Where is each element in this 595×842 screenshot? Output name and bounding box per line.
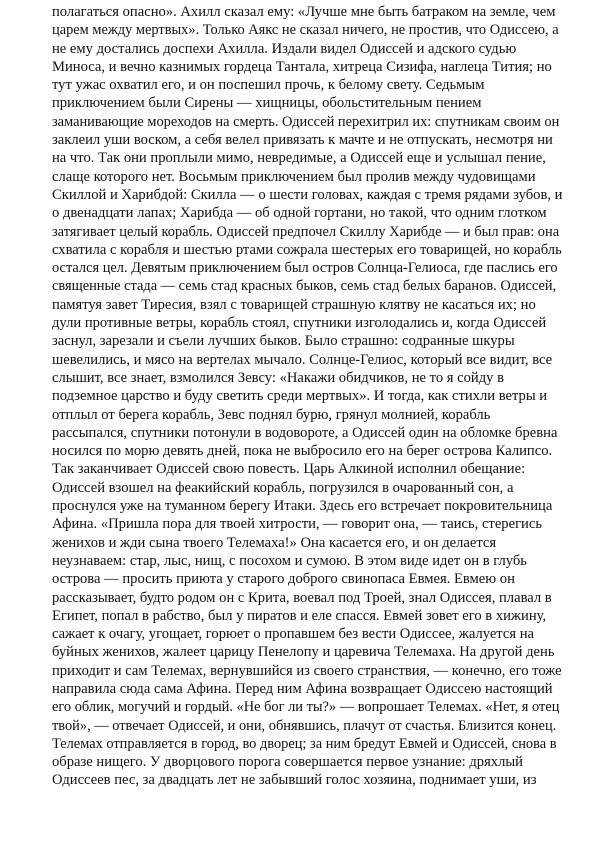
text-line-42: образе нищего. У дворцового порога совершается первое узнание: дряхлый bbox=[52, 754, 523, 771]
text-line-8: заклеил уши воском, а себя велел привязать к мачте и не отпускать, несмотря ни bbox=[52, 132, 553, 149]
text-line-4: Миноса, и вечно казнимых гордеца Тантала, хитреца Сизифа, наглеца Тития; но bbox=[52, 58, 552, 75]
text-line-29: Афина. «Пришла пора для твоей хитрости, — говорит она, — таись, стерегись bbox=[52, 516, 542, 533]
text-line-40: твой», — отвечает Одиссей, и они, обнявшись, плачут от счастья. Близится конец. bbox=[52, 717, 557, 734]
body-text bbox=[52, 3, 562, 790]
text-line-1: полагаться опасно». Ахилл сказал ему: «Лучше мне быть батраком на земле, чем bbox=[52, 4, 556, 20]
text-line-5: тут ужас охватил его, и он поспешил прочь, к белому свету. Седьмым bbox=[52, 77, 485, 94]
text-line-14: схватила с корабля и шестью ртами сожрала шестерых его товарищей, но корабль bbox=[52, 241, 562, 258]
text-line-17: памятуя завет Тиресия, взял с товарищей страшную клятву не касаться их; но bbox=[52, 296, 536, 313]
text-line-31: неузнаваем: стар, лыс, нищ, с посохом и сумою. В этом виде идет он в глубь bbox=[52, 552, 527, 569]
text-line-38: направила сюда сама Афина. Перед ним Афина возвращает Одиссею настоящий bbox=[52, 680, 553, 697]
text-line-9: на что. Так они проплыли мимо, невредимые, а Одиссей еще и услышал пение, bbox=[52, 150, 546, 167]
text-line-3: не ему достались доспехи Ахилла. Издали видел Одиссей и адского судью bbox=[52, 40, 517, 57]
text-line-7: заманивающие мореходов на смерть. Одиссей перехитрил их: спутникам своим он bbox=[52, 113, 560, 130]
text-line-10: слаще которого нет. Восьмым приключением был пролив между чудовищами bbox=[52, 168, 536, 185]
text-line-32: острова — просить приюта у старого доброго свинопаса Евмея. Евмею он bbox=[52, 571, 515, 588]
text-line-13: затягивает целый корабль. Одиссей предпочел Скиллу Харибде — и был прав: она bbox=[52, 223, 560, 240]
text-line-19: заснул, зарезали и съели лучших быков. Было страшно: содранные шкуры bbox=[52, 333, 515, 350]
text-line-20: шевелились, и мясо на вертелах мычало. Солнце-Гелиос, который все видит, все bbox=[52, 351, 553, 368]
text-line-6: приключением были Сирены — хищницы, обольстительным пением bbox=[52, 95, 482, 112]
text-line-24: рассыпался, спутники потонули в водовороте, а Одиссей один на обломке бревна bbox=[52, 424, 558, 441]
text-line-16: священные стада — семь стад красных быков, семь стад белых баранов. Одиссей, bbox=[52, 278, 557, 295]
text-line-41: Телемах отправляется в город, во дворец; за ним бредут Евмей и Одиссей, снова в bbox=[52, 735, 557, 752]
text-line-34: Египет, попал в рабство, был у пиратов и еле спасся. Евмей зовет его в хижину, bbox=[52, 607, 547, 624]
text-line-30: женихов и жди сына твоего Телемаха!» Она касается его, и он делается bbox=[52, 534, 497, 551]
text-line-22: подземное царство и буду светить среди мертвых». И тогда, как стихли ветры и bbox=[52, 388, 548, 405]
text-line-28: проснулся уже на туманном берегу Итаки. Здесь его встречает покровительница bbox=[52, 498, 553, 515]
text-line-25: носился по морю девять дней, пока не выбросило его на берег острова Калипсо. bbox=[52, 443, 553, 460]
text-line-27: Одиссей взошел на феакийский корабль, погрузился в очарованный сон, а bbox=[52, 479, 514, 496]
text-line-36: буйных женихов, жалеет царицу Пенелопу и царевича Телемаха. На другой день bbox=[52, 644, 555, 661]
text-line-12: о двенадцати лапах; Харибда — об одной гортани, но такой, что одним глотком bbox=[52, 205, 547, 222]
text-line-15: остался цел. Девятым приключением был остров Солнца-Гелиоса, где паслись его bbox=[52, 260, 558, 277]
text-line-26: Так заканчивает Одиссей свою повесть. Царь Алкиной исполнил обещание: bbox=[52, 461, 526, 478]
text-line-43: Одиссеев пес, за двадцать лет не забывший голос хозяина, поднимает уши, из bbox=[52, 772, 537, 789]
text-line-11: Скиллой и Харибдой: Скилла — о шести головах, каждая с тремя рядами зубов, и bbox=[52, 186, 563, 203]
text-line-23: отплыл от берега корабль, Зевс поднял бурю, грянул молнией, корабль bbox=[52, 406, 491, 423]
text-line-21: слышит, все знает, взмолился Зевсу: «Накажи обидчиков, не то я сойду в bbox=[52, 369, 504, 386]
text-line-35: сажает к очагу, угощает, горюет о пропавшем без вести Одиссее, жалуется на bbox=[52, 626, 534, 643]
text-line-37: приходит и сам Телемах, вернувшийся из своего странствия, — конечно, его тоже bbox=[52, 662, 562, 679]
text-line-2: царем между мертвых». Только Аякс не сказал ничего, не простив, что Одиссею, а bbox=[52, 22, 559, 39]
text-line-18: дули противные ветры, корабль стоял, спутники изголодались и, когда Одиссей bbox=[52, 315, 547, 332]
text-line-39: его облик, могучий и гордый. «Не бог ли ты?» — вопрошает Телемах. «Нет, я отец bbox=[52, 699, 560, 716]
text-line-33: рассказывает, будто родом он с Крита, воевал под Троей, знал Одиссея, плавал в bbox=[52, 589, 552, 606]
